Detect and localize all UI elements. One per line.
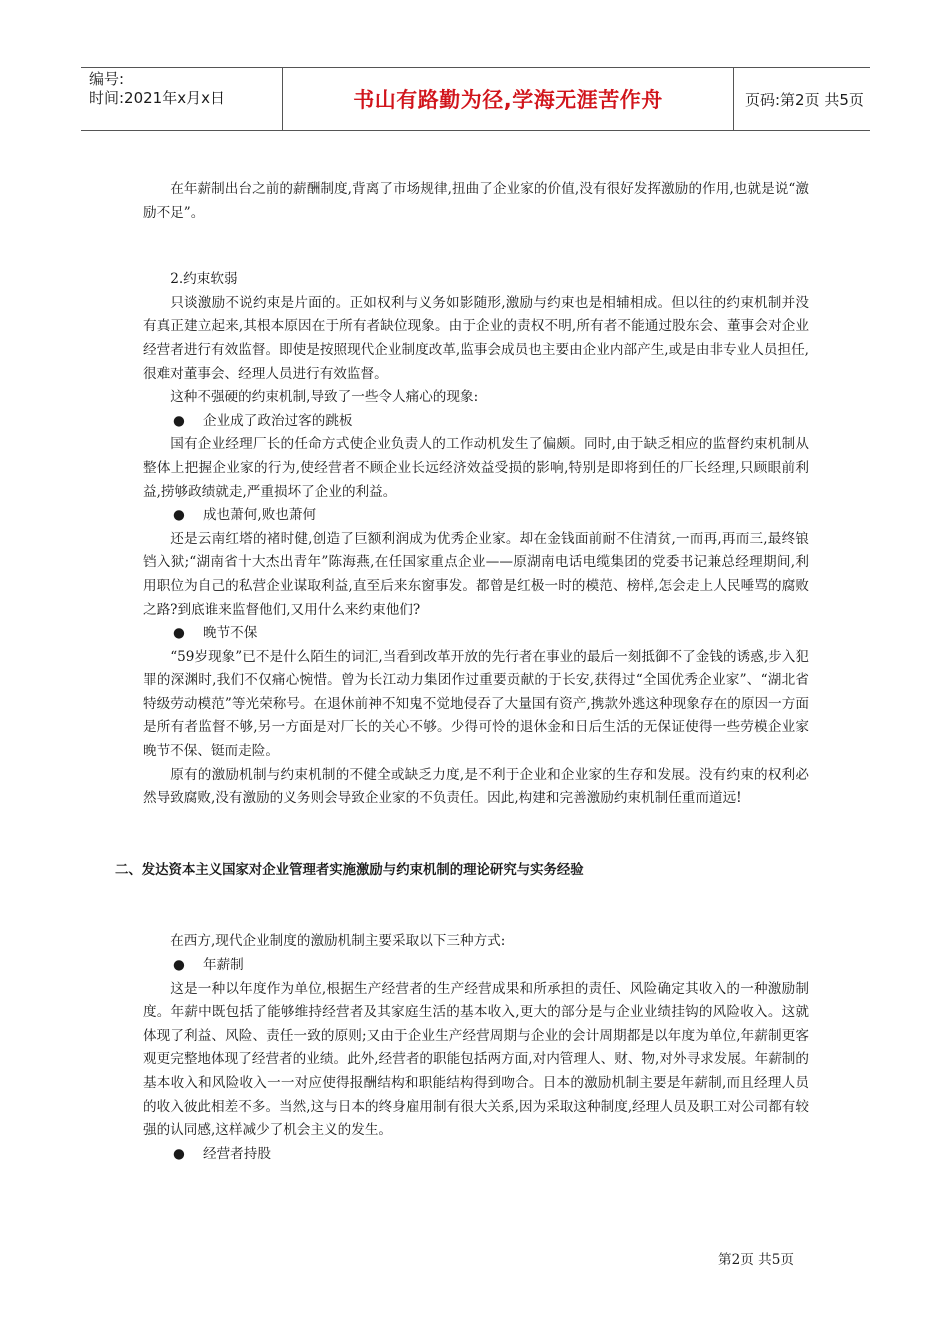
paragraph: 只谈激励不说约束是片面的。正如权利与义务如影随形,激励与约束也是相辅相成。但以往的约束机制并没有真正建立起来,其根本原因在于所有者缺位现象。由于企业的责权不明,所有者不能通过股东会、董事会对企业经营者进行有效监督。即使是按照现代企业制度改革,监事会成员也主要由企业内部产生,或是由非专业人员担任,很难对董事会、经理人员进行有效监督。: [143, 294, 809, 382]
bullet-text: 经营者持股: [203, 1145, 271, 1162]
paragraph: 这种不强硬的约束机制,导致了一些令人痛心的现象:: [170, 389, 479, 406]
doc-time-label: 时间:2021年x月x日: [89, 89, 225, 107]
paragraph: 这是一种以年度作为单位,根据生产经营者的生产经营成果和所承担的责任、风险确定其收入的一种激励制度。年薪中既包括了能够维持经营者及其家庭生活的基本收入,更大的部分是与企业业绩挂钩的风险收入。这就体现了利益、风险、责任一致的原则;又由于企业生产经营周期与企业的会计周期都是以年度为单位,年薪制更客观更完整地体现了经营者的业绩。此外,经营者的职能包括两方面,对内管理人、财、物,对外寻求发展。年薪制的基本收入和风险收入一一对应使得报酬结构和职能结构得到吻合。日本的激励机制主要是年薪制,而且经理人员的收入彼此相差不多。当然,这与日本的终身雇用制有很大关系,因为采取这种制度,经理人员及职工对公司都有较强的认同感,这样减少了机会主义的发生。: [143, 980, 809, 1139]
bullet-text: 年薪制: [203, 957, 244, 974]
paragraph: 原有的激励机制与约束机制的不健全或缺乏力度,是不利于企业和企业家的生存和发展。没有约束的权利必然导致腐败,没有激励的义务则会导致企业家的不负责任。因此,构建和完善激励约束机制任重而道远!: [143, 766, 809, 807]
bullet-icon: ●: [173, 507, 185, 524]
bullet-icon: ●: [173, 1145, 185, 1162]
bullet-icon: ●: [173, 625, 185, 642]
bullet-item: [143, 410, 809, 434]
paragraph: 在年薪制出台之前的薪酬制度,背离了市场规律,扭曲了企业家的价值,没有很好发挥激励的作用,也就是说“激励不足”。: [143, 181, 809, 221]
bullet-text: 成也萧何,败也萧何: [203, 507, 317, 524]
bullet-item: [143, 504, 809, 528]
paragraph: 还是云南红塔的褚时健,创造了巨额利润成为优秀企业家。却在金钱面前耐不住清贫,一而再,再而三,最终锒铛入狱;“湖南省十大杰出青年”陈海燕,在任国家重点企业——原湖南电话电缆集团的党委书记兼总经理期间,利用职位为自己的私营企业谋取利益,直至后来东窗事发。都曾是红极一时的模范、榜样,怎会走上人民唾骂的腐败之路?到底谁来监督他们,又用什么来约束他们?: [143, 530, 809, 618]
bullet-item: [143, 622, 809, 646]
paragraph: “59岁现象”已不是什么陌生的词汇,当看到改革开放的先行者在事业的最后一刻抵御不了金钱的诱惑,步入犯罪的深渊时,我们不仅痛心惋惜。曾为长江动力集团作过重要贡献的于长安,获得过“全国优秀企业家”、“湖北省特级劳动模范”等光荣称号。在退休前神不知鬼不觉地侵吞了大量国有资产,携款外逃这种现象存在的原因一方面是所有者监督不够,另一方面是对厂长的关心不够。少得可怜的退休金和日后生活的无保证使得一些劳模企业家晚节不保、铤而走险。: [143, 648, 809, 760]
page-footer: 第2页 共5页: [718, 1252, 794, 1268]
paragraph: 国有企业经理厂长的任命方式使企业负责人的工作动机发生了偏颇。同时,由于缺乏相应的监督约束机制从整体上把握企业家的行为,使经营者不顾企业长远经济效益受损的影响,特别是即将到任的厂长经理,只顾眼前利益,捞够政绩就走,严重损坏了企业的利益。: [143, 436, 809, 500]
bullet-item: [143, 1143, 809, 1167]
paragraph: 在西方,现代企业制度的激励机制主要采取以下三种方式:: [170, 933, 506, 950]
bullet-text: 企业成了政治过客的跳板: [203, 412, 353, 429]
header-page-label: 页码:第2页 共5页: [745, 90, 864, 109]
page-header: [81, 67, 870, 131]
subheading: 2.约束软弱: [170, 271, 238, 288]
header-motto: 书山有路勤为径,学海无涯苦作舟: [353, 88, 663, 112]
bullet-text: 晚节不保: [203, 625, 258, 642]
document-body: [115, 178, 809, 1166]
header-page-cell: [734, 68, 870, 130]
bullet-item: [143, 954, 809, 978]
doc-number-label: 编号:: [89, 70, 125, 88]
header-info: [81, 68, 282, 130]
bullet-icon: ●: [173, 412, 185, 429]
header-motto-cell: [282, 68, 734, 130]
bullet-icon: ●: [173, 957, 185, 974]
section-title: 二、发达资本主义国家对企业管理者实施激励与约束机制的理论研究与实务经验: [115, 862, 584, 878]
